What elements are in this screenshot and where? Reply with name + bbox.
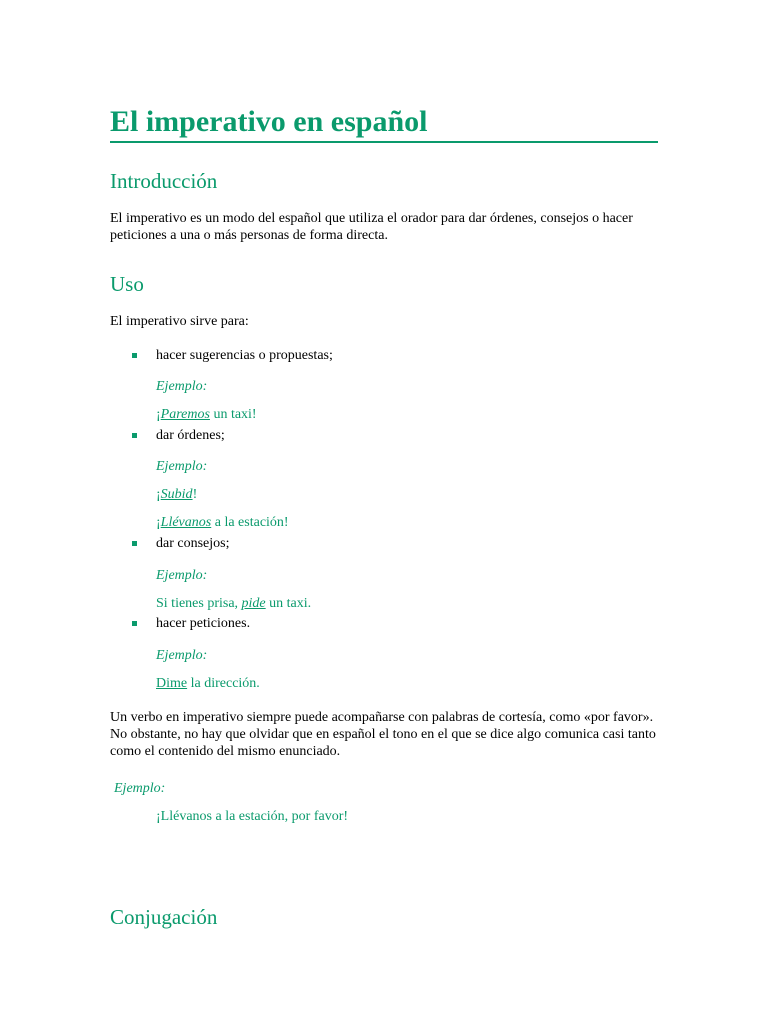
imperative-verb: pide: [241, 596, 266, 611]
heading-uso: Uso: [110, 272, 144, 296]
list-item-text: hacer sugerencias o propuestas;: [156, 348, 333, 363]
example-label: Ejemplo:: [156, 568, 208, 583]
imperative-verb: Paremos: [160, 407, 210, 422]
imperative-verb: Dime: [156, 676, 188, 691]
page-title: El imperativo en español: [110, 104, 658, 143]
example-label: Ejemplo:: [156, 379, 208, 394]
list-item-text: dar consejos;: [156, 536, 230, 551]
imperative-verb: Subid: [160, 487, 193, 502]
example-sentence: Si tienes prisa, pide un taxi.: [156, 596, 312, 611]
example-label: Ejemplo:: [156, 459, 208, 474]
example-sentence: ¡Llévanos a la estación!: [156, 515, 289, 530]
example-sentence: Dime la dirección.: [156, 676, 260, 691]
example-sentence: ¡Subid!: [156, 487, 198, 502]
list-item-text: dar órdenes;: [156, 428, 225, 443]
example-sentence: ¡Paremos un taxi!: [156, 407, 257, 422]
heading-introduccion: Introducción: [110, 169, 218, 193]
bullet-icon: [132, 353, 137, 358]
bullet-icon: [132, 621, 137, 626]
example-label: Ejemplo:: [156, 648, 208, 663]
uso-intro: El imperativo sirve para:: [110, 314, 249, 329]
heading-conjugacion: Conjugación: [110, 905, 218, 929]
list-item-text: hacer peticiones.: [156, 616, 251, 631]
bullet-icon: [132, 433, 137, 438]
imperative-verb: Llévanos: [160, 515, 212, 530]
example-sentence: ¡Llévanos a la estación, por favor!: [156, 809, 349, 824]
cortesia-paragraph: Un verbo en imperativo siempre puede acompañarse con palabras de cortesía, como «por favor». No obstante, no hay que olvidar que en español el tono en el que se dice algo comunica casi tanto como el contenido del mismo enunciado.: [110, 710, 656, 759]
intro-paragraph: El imperativo es un modo del español que utiliza el orador para dar órdenes, consejos o hacer peticiones a una o más personas de forma directa.: [110, 211, 633, 243]
bullet-icon: [132, 541, 137, 546]
example-label: Ejemplo:: [114, 781, 166, 796]
